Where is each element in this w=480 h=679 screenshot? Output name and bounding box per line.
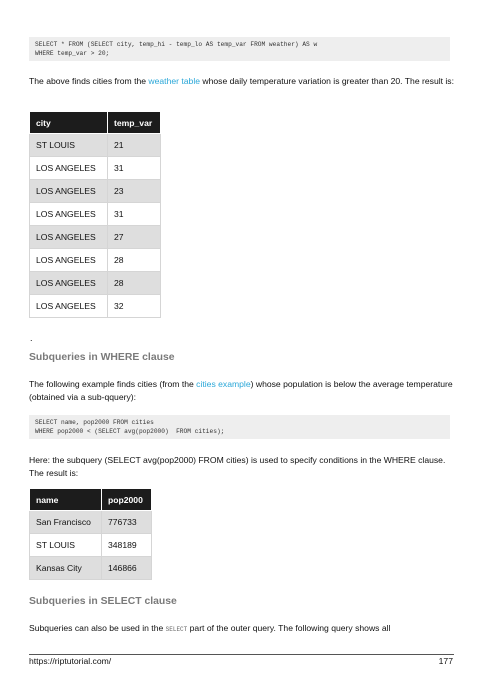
cell-city: LOS ANGELES	[30, 226, 108, 249]
cell-city: LOS ANGELES	[30, 295, 108, 318]
cities-example-link[interactable]: cities example	[196, 379, 251, 389]
table-row	[30, 180, 161, 203]
footer-url-link[interactable]: https://riptutorial.com/	[29, 656, 112, 666]
cell-name: ST LOUIS	[30, 534, 102, 557]
cell-temp-var: 28	[108, 272, 161, 295]
code-line: SELECT * FROM (SELECT city, temp_hi - temp_lo AS temp_var FROM weather) AS w	[35, 41, 318, 48]
table-row	[30, 557, 152, 580]
cell-temp-var: 31	[108, 203, 161, 226]
cell-city: LOS ANGELES	[30, 272, 108, 295]
section-heading-select-clause: Subqueries in SELECT clause	[29, 596, 177, 607]
weather-result-table	[29, 111, 161, 318]
table-row	[30, 249, 161, 272]
inline-code-select: SELECT	[165, 626, 188, 633]
page-number: 177	[438, 656, 453, 666]
table-row	[30, 203, 161, 226]
stray-period: .	[30, 333, 33, 343]
cell-city: ST LOUIS	[30, 134, 108, 157]
text: The following example finds cities (from the	[29, 379, 197, 389]
code-block-subquery-where	[29, 415, 450, 439]
weather-table-link[interactable]: weather table	[148, 76, 201, 86]
cell-temp-var: 23	[108, 180, 161, 203]
section-heading-where-clause: Subqueries in WHERE clause	[29, 352, 175, 363]
population-result-table	[29, 488, 152, 580]
cell-pop2000: 348189	[102, 534, 152, 557]
text: ) whose population is below the average temperature (obtained via a sub-qquery):	[29, 379, 453, 402]
footer-divider	[29, 654, 454, 655]
cell-temp-var: 31	[108, 157, 161, 180]
cell-temp-var: 27	[108, 226, 161, 249]
column-header-name: name	[30, 489, 102, 511]
column-header-city: city	[30, 112, 108, 134]
cell-pop2000: 146866	[102, 557, 152, 580]
cell-temp-var: 21	[108, 134, 161, 157]
table-header-row	[30, 112, 161, 134]
cell-temp-var: 28	[108, 249, 161, 272]
cell-name: Kansas City	[30, 557, 102, 580]
cell-pop2000: 776733	[102, 511, 152, 534]
table-row	[30, 511, 152, 534]
cell-name: San Francisco	[30, 511, 102, 534]
code-block-subquery-from	[29, 37, 450, 61]
cell-temp-var: 32	[108, 295, 161, 318]
column-header-pop2000: pop2000	[102, 489, 152, 511]
column-header-temp-var: temp_var	[108, 112, 161, 134]
code-line: SELECT name, pop2000 FROM cities	[35, 419, 154, 426]
table-row	[30, 534, 152, 557]
text: The above finds cities from the	[29, 76, 149, 86]
code-line: WHERE pop2000 < (SELECT avg(pop2000) FROM cities);	[35, 428, 225, 435]
cell-city: LOS ANGELES	[30, 180, 108, 203]
cell-city: LOS ANGELES	[30, 157, 108, 180]
code-line: WHERE temp_var > 20;	[35, 50, 110, 57]
cell-city: LOS ANGELES	[30, 203, 108, 226]
table-row	[30, 134, 161, 157]
paragraph-weather-result	[29, 75, 454, 88]
table-row	[30, 226, 161, 249]
text: part of the outer query. The following query shows all	[187, 623, 391, 633]
table-row	[30, 295, 161, 318]
text: Subqueries can also be used in the	[29, 623, 166, 633]
table-row	[30, 272, 161, 295]
paragraph-cities-example	[29, 378, 454, 403]
table-row	[30, 157, 161, 180]
text: whose daily temperature variation is greater than 20. The result is:	[200, 76, 454, 86]
cell-city: LOS ANGELES	[30, 249, 108, 272]
paragraph-select-subqueries	[29, 622, 454, 637]
table-header-row	[30, 489, 152, 511]
paragraph-subquery-explanation: Here: the subquery (SELECT avg(pop2000) FROM cities) is used to specify conditions in the WHERE clause. The result is:	[29, 455, 446, 478]
